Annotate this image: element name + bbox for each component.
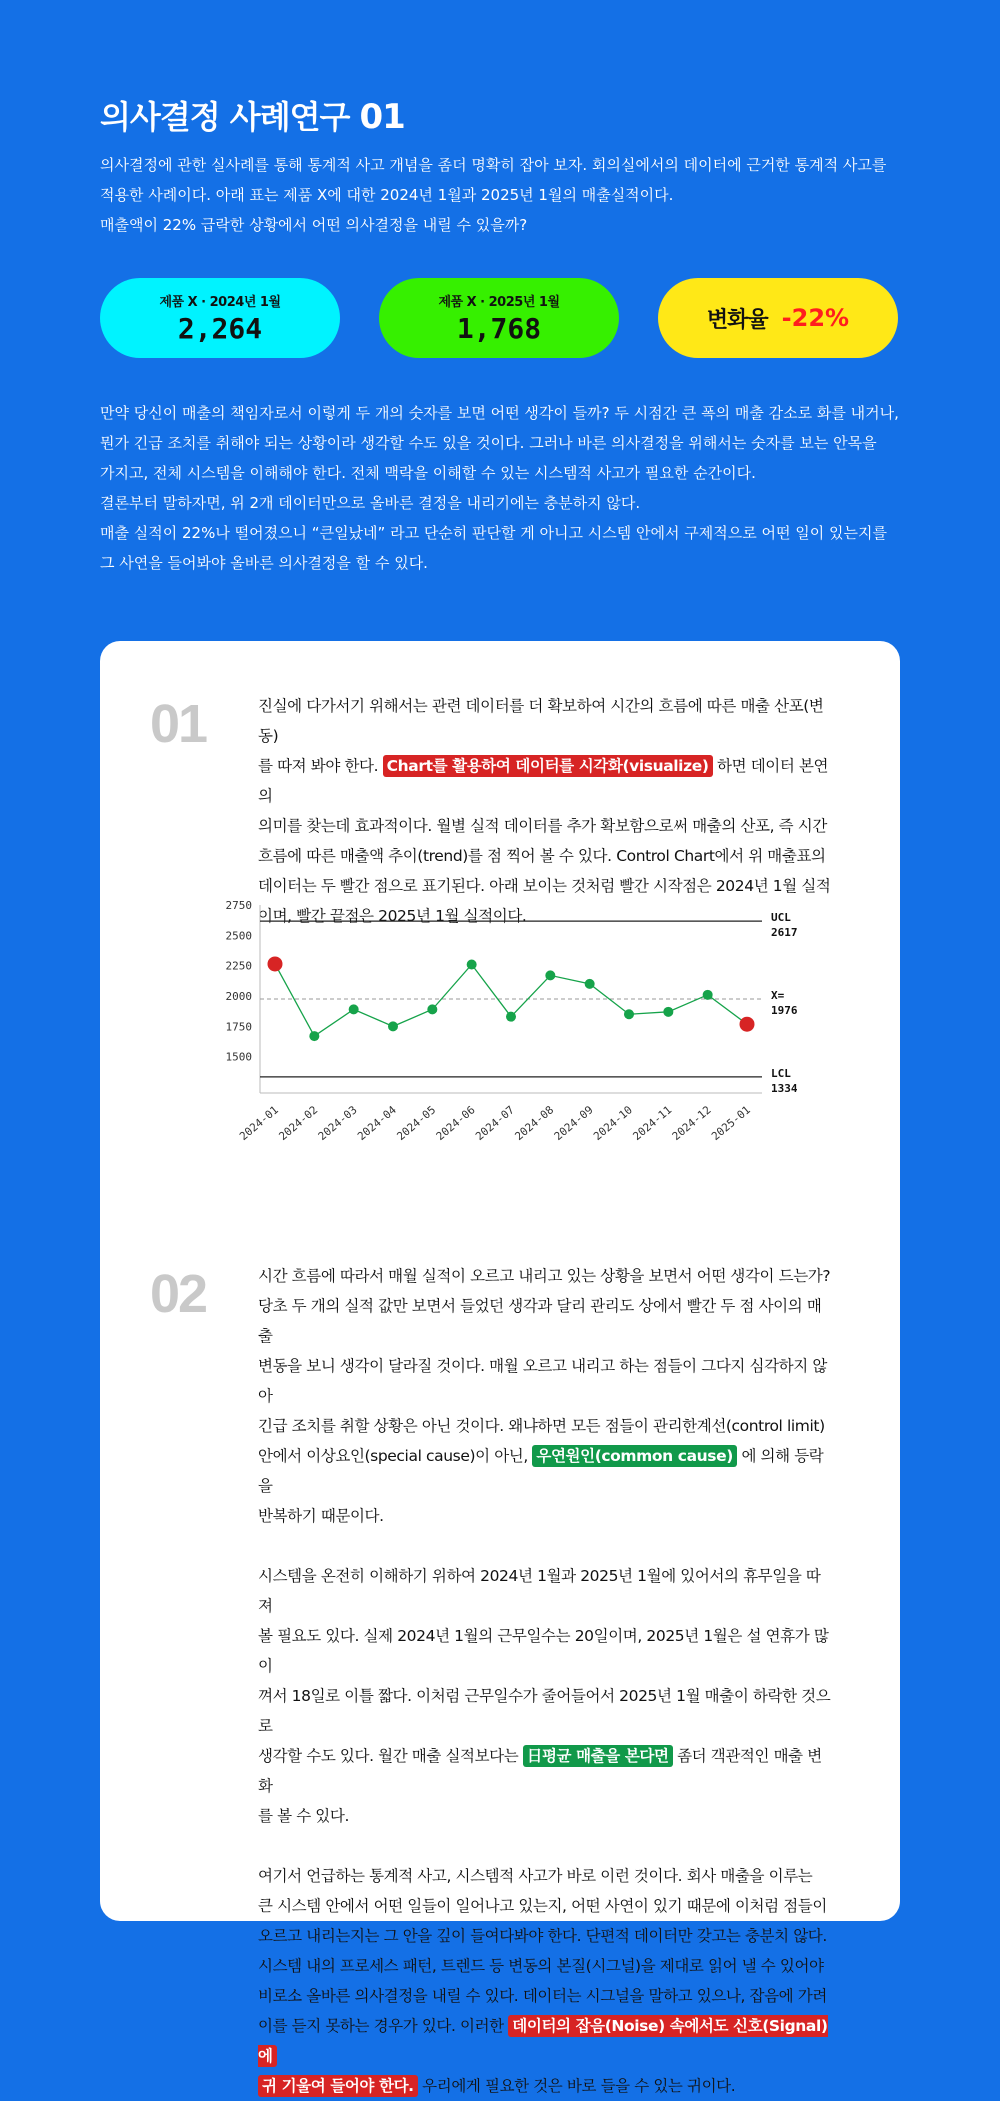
- section2-line: [258, 1741, 833, 1801]
- intro-line: 매출액이 22% 급락한 상황에서 어떤 의사결정을 내릴 수 있을까?: [100, 216, 528, 234]
- section2-line: 시스템 내의 프로세스 패턴, 트렌드 등 변동의 본질(시그널)을 제대로 읽어 낼 수 있어야: [258, 1957, 824, 1975]
- data-point: [740, 1017, 755, 1032]
- x-tick-label: 2024-01: [237, 1103, 281, 1144]
- stat-pill-change: [658, 278, 898, 358]
- paragraph-gap: [258, 1831, 833, 1861]
- x-tick-label: 2024-07: [473, 1103, 517, 1144]
- section2-line: [258, 2011, 833, 2071]
- body-line: 결론부터 말하자면, 위 2개 데이터만으로 올바른 결정을 내리기에는 충분하지 않다.: [100, 494, 641, 512]
- text-span: 하면 데이터 본연의: [258, 757, 829, 805]
- highlight-red: 데이터의 잡음(Noise) 속에서도 신호(Signal)에: [258, 2017, 828, 2065]
- text-span: 를 따져 봐야 한다.: [258, 757, 379, 775]
- section-number: 02: [150, 1264, 207, 1324]
- y-tick-label: 2500: [225, 929, 252, 943]
- series-line: [275, 964, 747, 1036]
- page-title: [100, 92, 405, 138]
- section2-line: 반복하기 때문이다.: [258, 1507, 384, 1525]
- section2-line: 볼 필요도 있다. 실제 2024년 1월의 근무일수는 20일이며, 2025년 1월은 설 연휴가 많이: [258, 1627, 829, 1675]
- content-card: [100, 641, 900, 2095]
- section1-line: 이며, 빨간 끝점은 2025년 1월 실적이다.: [258, 907, 527, 925]
- lcl-value: 1334: [771, 1081, 798, 1095]
- section2-line: 시스템을 온전히 이해하기 위하여 2024년 1월과 2025년 1월에 있어서의 휴무일을 따져: [258, 1567, 821, 1615]
- body-line: 그 사연을 들어봐야 올바른 의사결정을 할 수 있다.: [100, 554, 428, 572]
- x-tick-label: 2024-11: [630, 1103, 675, 1144]
- body-line: 만약 당신이 매출의 책임자로서 이렇게 두 개의 숫자를 보면 어떤 생각이 들까? 두 시점간 큰 폭의 매출 감소로 화를 내거나,: [100, 404, 899, 422]
- ucl-label: UCL: [771, 911, 791, 925]
- section2-line: 시간 흐름에 따라서 매월 실적이 오르고 내리고 있는 상황을 보면서 어떤 생각이 드는가?: [258, 1267, 831, 1285]
- stat-value: 2,264: [177, 312, 263, 345]
- section2-line: 를 볼 수 있다.: [258, 1807, 349, 1825]
- x-tick-label: 2024-08: [512, 1103, 557, 1144]
- section1-line: [258, 751, 833, 811]
- section1-line: 흐름에 따른 매출액 추이(trend)를 점 찍어 볼 수 있다. Control Chart에서 위 매출표의: [258, 847, 826, 865]
- stat-value: -22%: [781, 304, 850, 332]
- y-tick-label: 2000: [225, 990, 252, 1004]
- data-point: [427, 1004, 437, 1014]
- title-number: 01: [359, 97, 405, 137]
- y-tick-label: 2750: [225, 899, 252, 912]
- text-span: 이를 듣지 못하는 경우가 있다. 이러한: [258, 2017, 504, 2035]
- section2-line: 긴급 조치를 취할 상황은 아닌 것이다. 왜냐하면 모든 점들이 관리한계선(control limit): [258, 1417, 825, 1435]
- section1-line: 의미를 찾는데 효과적이다. 월별 실적 데이터를 추가 확보함으로써 매출의 산포, 즉 시간: [258, 817, 827, 835]
- y-tick-label: 1750: [225, 1020, 252, 1034]
- stat-label: 제품 X · 2024년 1월: [159, 295, 281, 310]
- center-label: X=: [771, 988, 785, 1002]
- highlight-green: 日평균 매출을 본다면: [523, 1745, 673, 1767]
- section2-line: [258, 2071, 833, 2101]
- data-point: [703, 990, 713, 1000]
- section2-line: 여기서 언급하는 통계적 사고, 시스템적 사고가 바로 이런 것이다. 회사 매출을 이루는: [258, 1867, 813, 1885]
- section2-line: 비로소 올바른 의사결정을 내릴 수 있다. 데이터는 시그널을 말하고 있으나, 잡음에 가려: [258, 1987, 827, 2005]
- y-tick-label: 2250: [225, 959, 252, 973]
- data-point: [467, 959, 477, 969]
- section-number: 01: [150, 694, 207, 754]
- body-line: 매출 실적이 22%나 떨어졌으니 “큰일났네” 라고 단순히 판단할 게 아니고 시스템 안에서 구제적으로 어떤 일이 있는지를: [100, 524, 887, 542]
- lcl-label: LCL: [771, 1066, 791, 1080]
- body-text: [100, 398, 920, 578]
- y-tick-label: 1500: [225, 1050, 252, 1064]
- stat-value: 1,768: [456, 312, 542, 345]
- stat-pill-2024: [100, 278, 340, 358]
- stat-label: 제품 X · 2025년 1월: [438, 295, 560, 310]
- section2-text: [258, 1261, 833, 2101]
- highlight-green: 우연원인(common cause): [532, 1445, 737, 1467]
- section1-line: 데이터는 두 빨간 점으로 표기된다. 아래 보이는 것처럼 빨간 시작점은 2024년 1월 실적: [258, 877, 831, 895]
- data-point: [663, 1007, 673, 1017]
- highlight-red: Chart를 활용하여 데이터를 시각화(visualize): [383, 755, 713, 777]
- x-tick-label: 2024-05: [394, 1103, 439, 1144]
- section2-line: 오르고 내리는지는 그 안을 깊이 들여다봐야 한다. 단편적 데이터만 갖고는 충분치 않다.: [258, 1927, 827, 1945]
- x-tick-label: 2024-09: [551, 1103, 596, 1144]
- data-point: [268, 956, 283, 971]
- section2-line: 변동을 보니 생각이 달라질 것이다. 매월 오르고 내리고 하는 점들이 그다지 심각하지 않아: [258, 1357, 827, 1405]
- data-point: [506, 1012, 516, 1022]
- intro-line: 적용한 사례이다. 아래 표는 제품 X에 대한 2024년 1월과 2025년 1월의 매출실적이다.: [100, 186, 674, 204]
- data-point: [388, 1021, 398, 1031]
- section2-line: 당초 두 개의 실적 값만 보면서 들었던 생각과 달리 관리도 상에서 빨간 두 점 사이의 매출: [258, 1297, 822, 1345]
- x-tick-label: 2024-12: [669, 1103, 714, 1144]
- data-point: [585, 979, 595, 989]
- highlight-red: 귀 기울여 들어야 한다.: [258, 2075, 418, 2097]
- intro-line: 의사결정에 관한 실사례를 통해 통계적 사고 개념을 좀더 명확히 잡아 보자. 회의실에서의 데이터에 근거한 통계적 사고를: [100, 156, 887, 174]
- data-point: [309, 1031, 319, 1041]
- text-span: 에 의해 등락을: [258, 1447, 824, 1495]
- body-line: 가지고, 전체 시스템을 이해해야 한다. 전체 맥락을 이해할 수 있는 시스템적 사고가 필요한 순간이다.: [100, 464, 756, 482]
- stat-pill-2025: [379, 278, 619, 358]
- body-line: 뭔가 긴급 조치를 취해야 되는 상황이라 생각할 수도 있을 것이다. 그러나 바른 의사결정을 위해서는 숫자를 보는 안목을: [100, 434, 877, 452]
- text-span: 좀더 객관적인 매출 변화: [258, 1747, 822, 1795]
- x-tick-label: 2024-06: [433, 1103, 478, 1144]
- intro-text: [100, 150, 920, 240]
- paragraph-gap: [258, 1531, 833, 1561]
- center-value: 1976: [771, 1003, 798, 1017]
- section2-line: 껴서 18일로 이틀 짧다. 이처럼 근무일수가 줄어들어서 2025년 1월 매출이 하락한 것으로: [258, 1687, 831, 1735]
- section1-line: 진실에 다가서기 위해서는 관련 데이터를 더 확보하여 시간의 흐름에 따른 매출 산포(변동): [258, 697, 824, 745]
- data-point: [545, 970, 555, 980]
- data-point: [624, 1009, 634, 1019]
- data-point: [349, 1004, 359, 1014]
- title-text: 의사결정 사례연구: [100, 98, 350, 136]
- text-span: 우리에게 필요한 것은 바로 들을 수 있는 귀이다.: [422, 2077, 736, 2095]
- section2-line: 큰 시스템 안에서 어떤 일들이 일어나고 있는지, 어떤 사연이 있기 때문에 이처럼 점들이: [258, 1897, 827, 1915]
- control-chart: [200, 891, 820, 1191]
- x-tick-label: 2024-03: [315, 1103, 360, 1144]
- x-tick-label: 2025-01: [709, 1103, 753, 1144]
- section2-line: [258, 1441, 833, 1501]
- x-tick-label: 2024-10: [591, 1103, 635, 1144]
- text-span: 안에서 이상요인(special cause)이 아닌,: [258, 1447, 528, 1465]
- ucl-value: 2617: [771, 926, 798, 940]
- x-tick-label: 2024-02: [276, 1103, 321, 1144]
- x-tick-label: 2024-04: [355, 1103, 399, 1144]
- stat-label: 변화율: [706, 307, 768, 333]
- text-span: 생각할 수도 있다. 월간 매출 실적보다는: [258, 1747, 519, 1765]
